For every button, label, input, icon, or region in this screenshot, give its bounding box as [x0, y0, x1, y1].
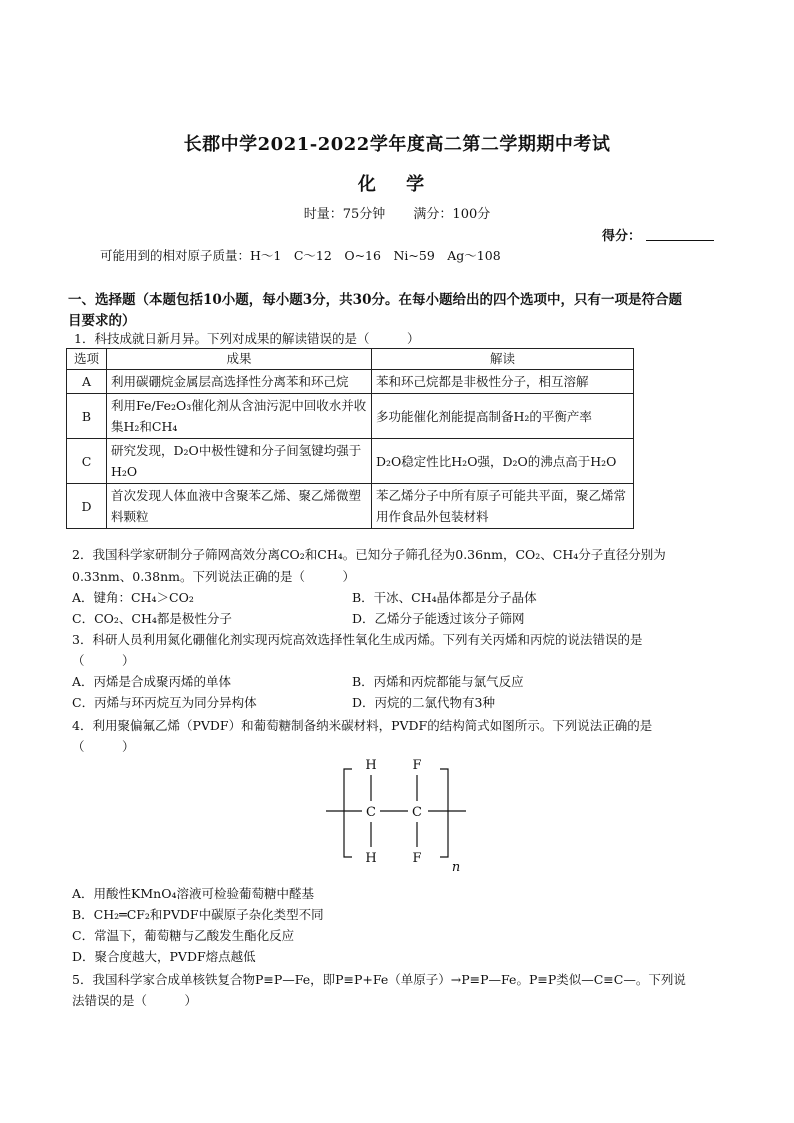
- q3-stem-cont: （ ）: [72, 653, 135, 668]
- row-option: C: [67, 439, 107, 484]
- left-bracket: [344, 769, 352, 857]
- full-score: 满分：100分: [413, 207, 491, 222]
- table-header-row: [67, 349, 634, 370]
- q2-option-a: A．键角：CH₄＞CO₂: [72, 590, 194, 605]
- q3-option-d: D．丙烷的二氯代物有3种: [352, 695, 495, 710]
- section-heading-cont: 目要求的）: [68, 313, 136, 329]
- header-option: 选项: [67, 349, 107, 370]
- atom-f-top: F: [412, 758, 422, 773]
- q2-stem: 2．我国科学家研制分子筛网高效分离CO₂和CH₄。已知分子筛孔径为0.36nm，CO₂、CH₄分子直径分别为: [72, 547, 666, 562]
- row-result: 利用碳硼烷金属层高选择性分离苯和环己烷: [107, 370, 372, 394]
- q1-stem: 1．科技成就日新月异。下列对成果的解读错误的是（ ）: [74, 331, 420, 346]
- q2-option-b: B．干冰、CH₄晶体都是分子晶体: [352, 590, 537, 605]
- q5-stem: 5．我国科学家合成单核铁复合物P≡P—Fe，即P≡P+Fe（单原子）→P≡P—Fe。P≡P类似—C≡C—。下列说: [72, 972, 686, 987]
- score-label: 得分：: [602, 229, 642, 244]
- time-limit: 时量：75分钟: [303, 207, 386, 222]
- table-row: [67, 439, 634, 484]
- table-row: [67, 370, 634, 394]
- row-option: A: [67, 370, 107, 394]
- exam-meta: [0, 203, 794, 222]
- q1-table: [66, 348, 634, 529]
- header-reading: 解读: [372, 349, 634, 370]
- score-blank[interactable]: [646, 240, 714, 241]
- q4-option-c: C．常温下，葡萄糖与乙酸发生酯化反应: [72, 928, 295, 943]
- polymer-n: n: [451, 860, 461, 875]
- atomic-masses: 可能用到的相对原子质量：H～1 C～12 O~16 Ni~59 Ag～108: [100, 248, 501, 263]
- q4-option-b: B．CH₂═CF₂和PVDF中碳原子杂化类型不同: [72, 907, 324, 922]
- q4-stem-cont: （ ）: [72, 739, 135, 754]
- q2-stem-cont: 0.33nm、0.38nm。下列说法正确的是（ ）: [72, 569, 355, 584]
- section-heading: 一、选择题（本题包括10小题，每小题3分，共30分。在每小题给出的四个选项中，只有一项是符合题: [68, 292, 682, 308]
- q3-stem: 3．科研人员利用氮化硼催化剂实现丙烷高效选择性氧化生成丙烯。下列有关丙烯和丙烷的说法错误的是: [72, 632, 643, 647]
- right-bracket: [440, 769, 448, 857]
- row-reading: 苯乙烯分子中所有原子可能共平面，聚乙烯常用作食品外包装材料: [372, 484, 634, 529]
- atom-h-top: H: [365, 758, 377, 773]
- q2-option-d: D．乙烯分子能透过该分子筛网: [352, 611, 525, 626]
- table-row: [67, 394, 634, 439]
- atom-c2: C: [412, 805, 422, 820]
- atom-c1: C: [366, 805, 376, 820]
- subject-title: 化 学: [357, 174, 437, 195]
- q3-option-b: B．丙烯和丙烷都能与氯气反应: [352, 674, 524, 689]
- q3-option-a: A．丙烯是合成聚丙烯的单体: [72, 674, 232, 689]
- row-reading: 苯和环己烷都是非极性分子，相互溶解: [372, 370, 634, 394]
- atom-h-bottom: H: [365, 851, 377, 866]
- q2-option-c: C．CO₂、CH₄都是极性分子: [72, 611, 232, 626]
- row-option: B: [67, 394, 107, 439]
- row-option: D: [67, 484, 107, 529]
- atom-f-bottom: F: [412, 851, 422, 866]
- table-row: [67, 484, 634, 529]
- q4-option-a: A．用酸性KMnO₄溶液可检验葡萄糖中醛基: [72, 886, 314, 901]
- header-result: 成果: [107, 349, 372, 370]
- q3-option-c: C．丙烯与环丙烷互为同分异构体: [72, 695, 257, 710]
- row-result: 利用Fe/Fe₂O₃催化剂从含油污泥中回收水并收集H₂和CH₄: [107, 394, 372, 439]
- q5-stem-cont: 法错误的是（ ）: [72, 993, 198, 1008]
- q4-option-d: D．聚合度越大，PVDF熔点越低: [72, 949, 256, 964]
- row-reading: 多功能催化剂能提高制备H₂的平衡产率: [372, 394, 634, 439]
- pvdf-structure: [320, 755, 470, 875]
- row-reading: D₂O稳定性比H₂O强，D₂O的沸点高于H₂O: [372, 439, 634, 484]
- exam-title: 长郡中学2021-2022学年度高二第二学期期中考试: [183, 134, 611, 155]
- row-result: 首次发现人体血液中含聚苯乙烯、聚乙烯微塑料颗粒: [107, 484, 372, 529]
- row-result: 研究发现，D₂O中极性键和分子间氢键均强于H₂O: [107, 439, 372, 484]
- q4-stem: 4．利用聚偏氟乙烯（PVDF）和葡萄糖制备纳米碳材料，PVDF的结构简式如图所示。下列说法正确的是: [72, 718, 653, 733]
